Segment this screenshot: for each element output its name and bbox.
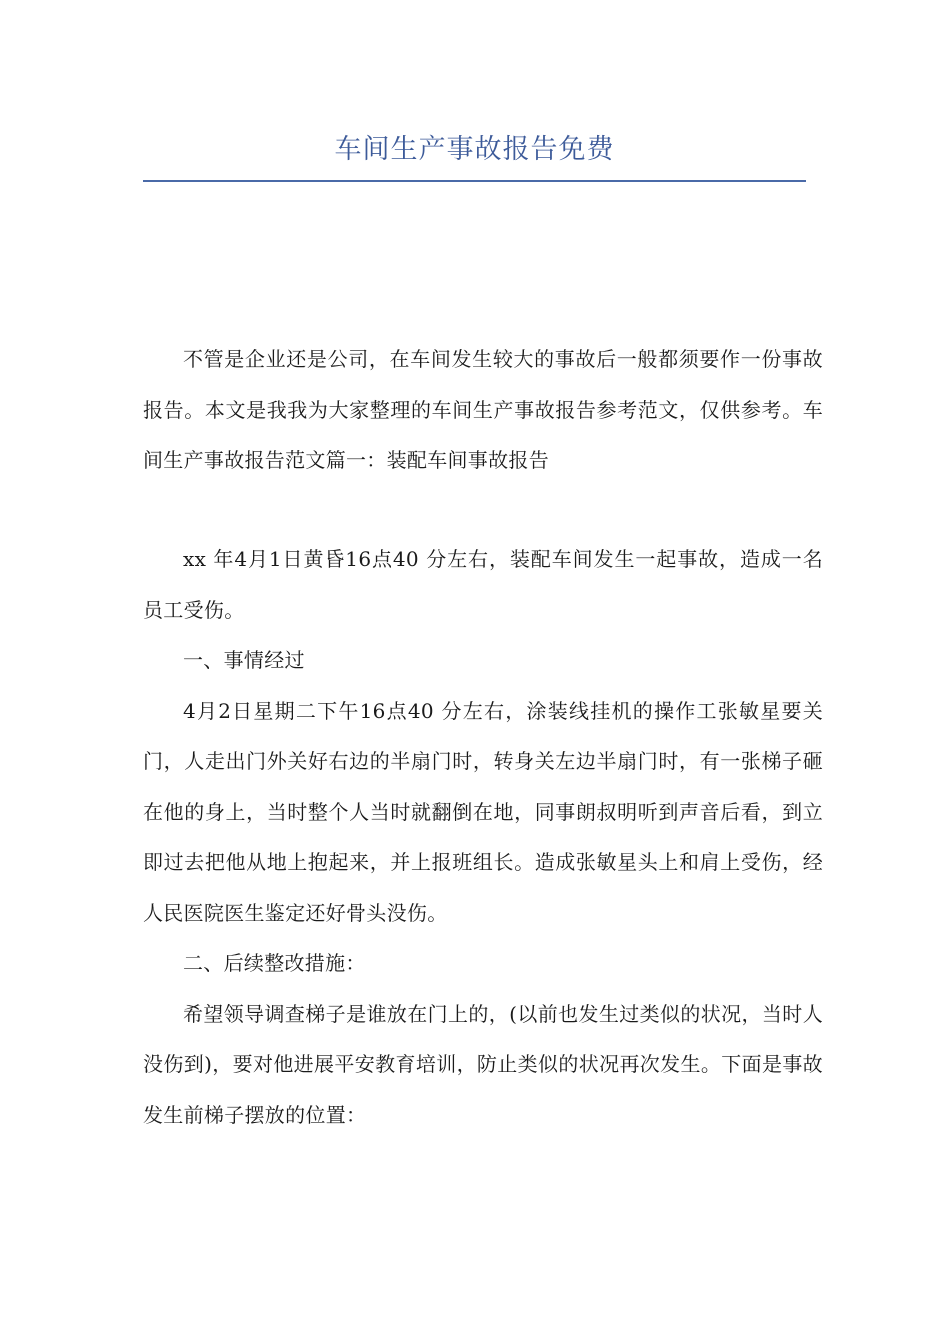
paragraph-events-detail: 4月2日星期二下午16点40 分左右，涂装线挂机的操作工张敏星要关门，人走出门外关好右边的半扇门时，转身关左边半扇门时，有一张梯子砸在他的身上，当时整个人当时就翻倒在地，同事朗叔明听到声音后看，到立即过去把他从地上抱起来，并上报班组长。造成张敏星头上和肩上受伤，经人民医院医生鉴定还好骨头没伤。 bbox=[143, 698, 823, 925]
intro-block bbox=[143, 334, 823, 486]
intro-paragraph: 不管是企业还是公司，在车间发生较大的事故后一般都须要作一份事故报告。本文是我我为大家整理的车间生产事故报告参考范文，仅供参考。车间生产事故报告范文篇一：装配车间事故报告 bbox=[143, 347, 823, 472]
paragraph-incident-summary: xx 年4月1日黄昏16点40 分左右，装配车间发生一起事故，造成一名员工受伤。 bbox=[143, 547, 823, 622]
title-underline bbox=[143, 180, 806, 182]
section-heading-events: 一、事情经过 bbox=[183, 648, 305, 672]
document-title: 车间生产事故报告免费 bbox=[334, 134, 615, 165]
section-heading-corrective-measures: 二、后续整改措施： bbox=[183, 951, 366, 975]
paragraph-corrective-measures: 希望领导调查梯子是谁放在门上的，(以前也发生过类似的状况，当时人没伤到)，要对他进展平安教育培训，防止类似的状况再次发生。下面是事故发生前梯子摆放的位置： bbox=[143, 1001, 823, 1127]
report-body bbox=[143, 534, 823, 1140]
